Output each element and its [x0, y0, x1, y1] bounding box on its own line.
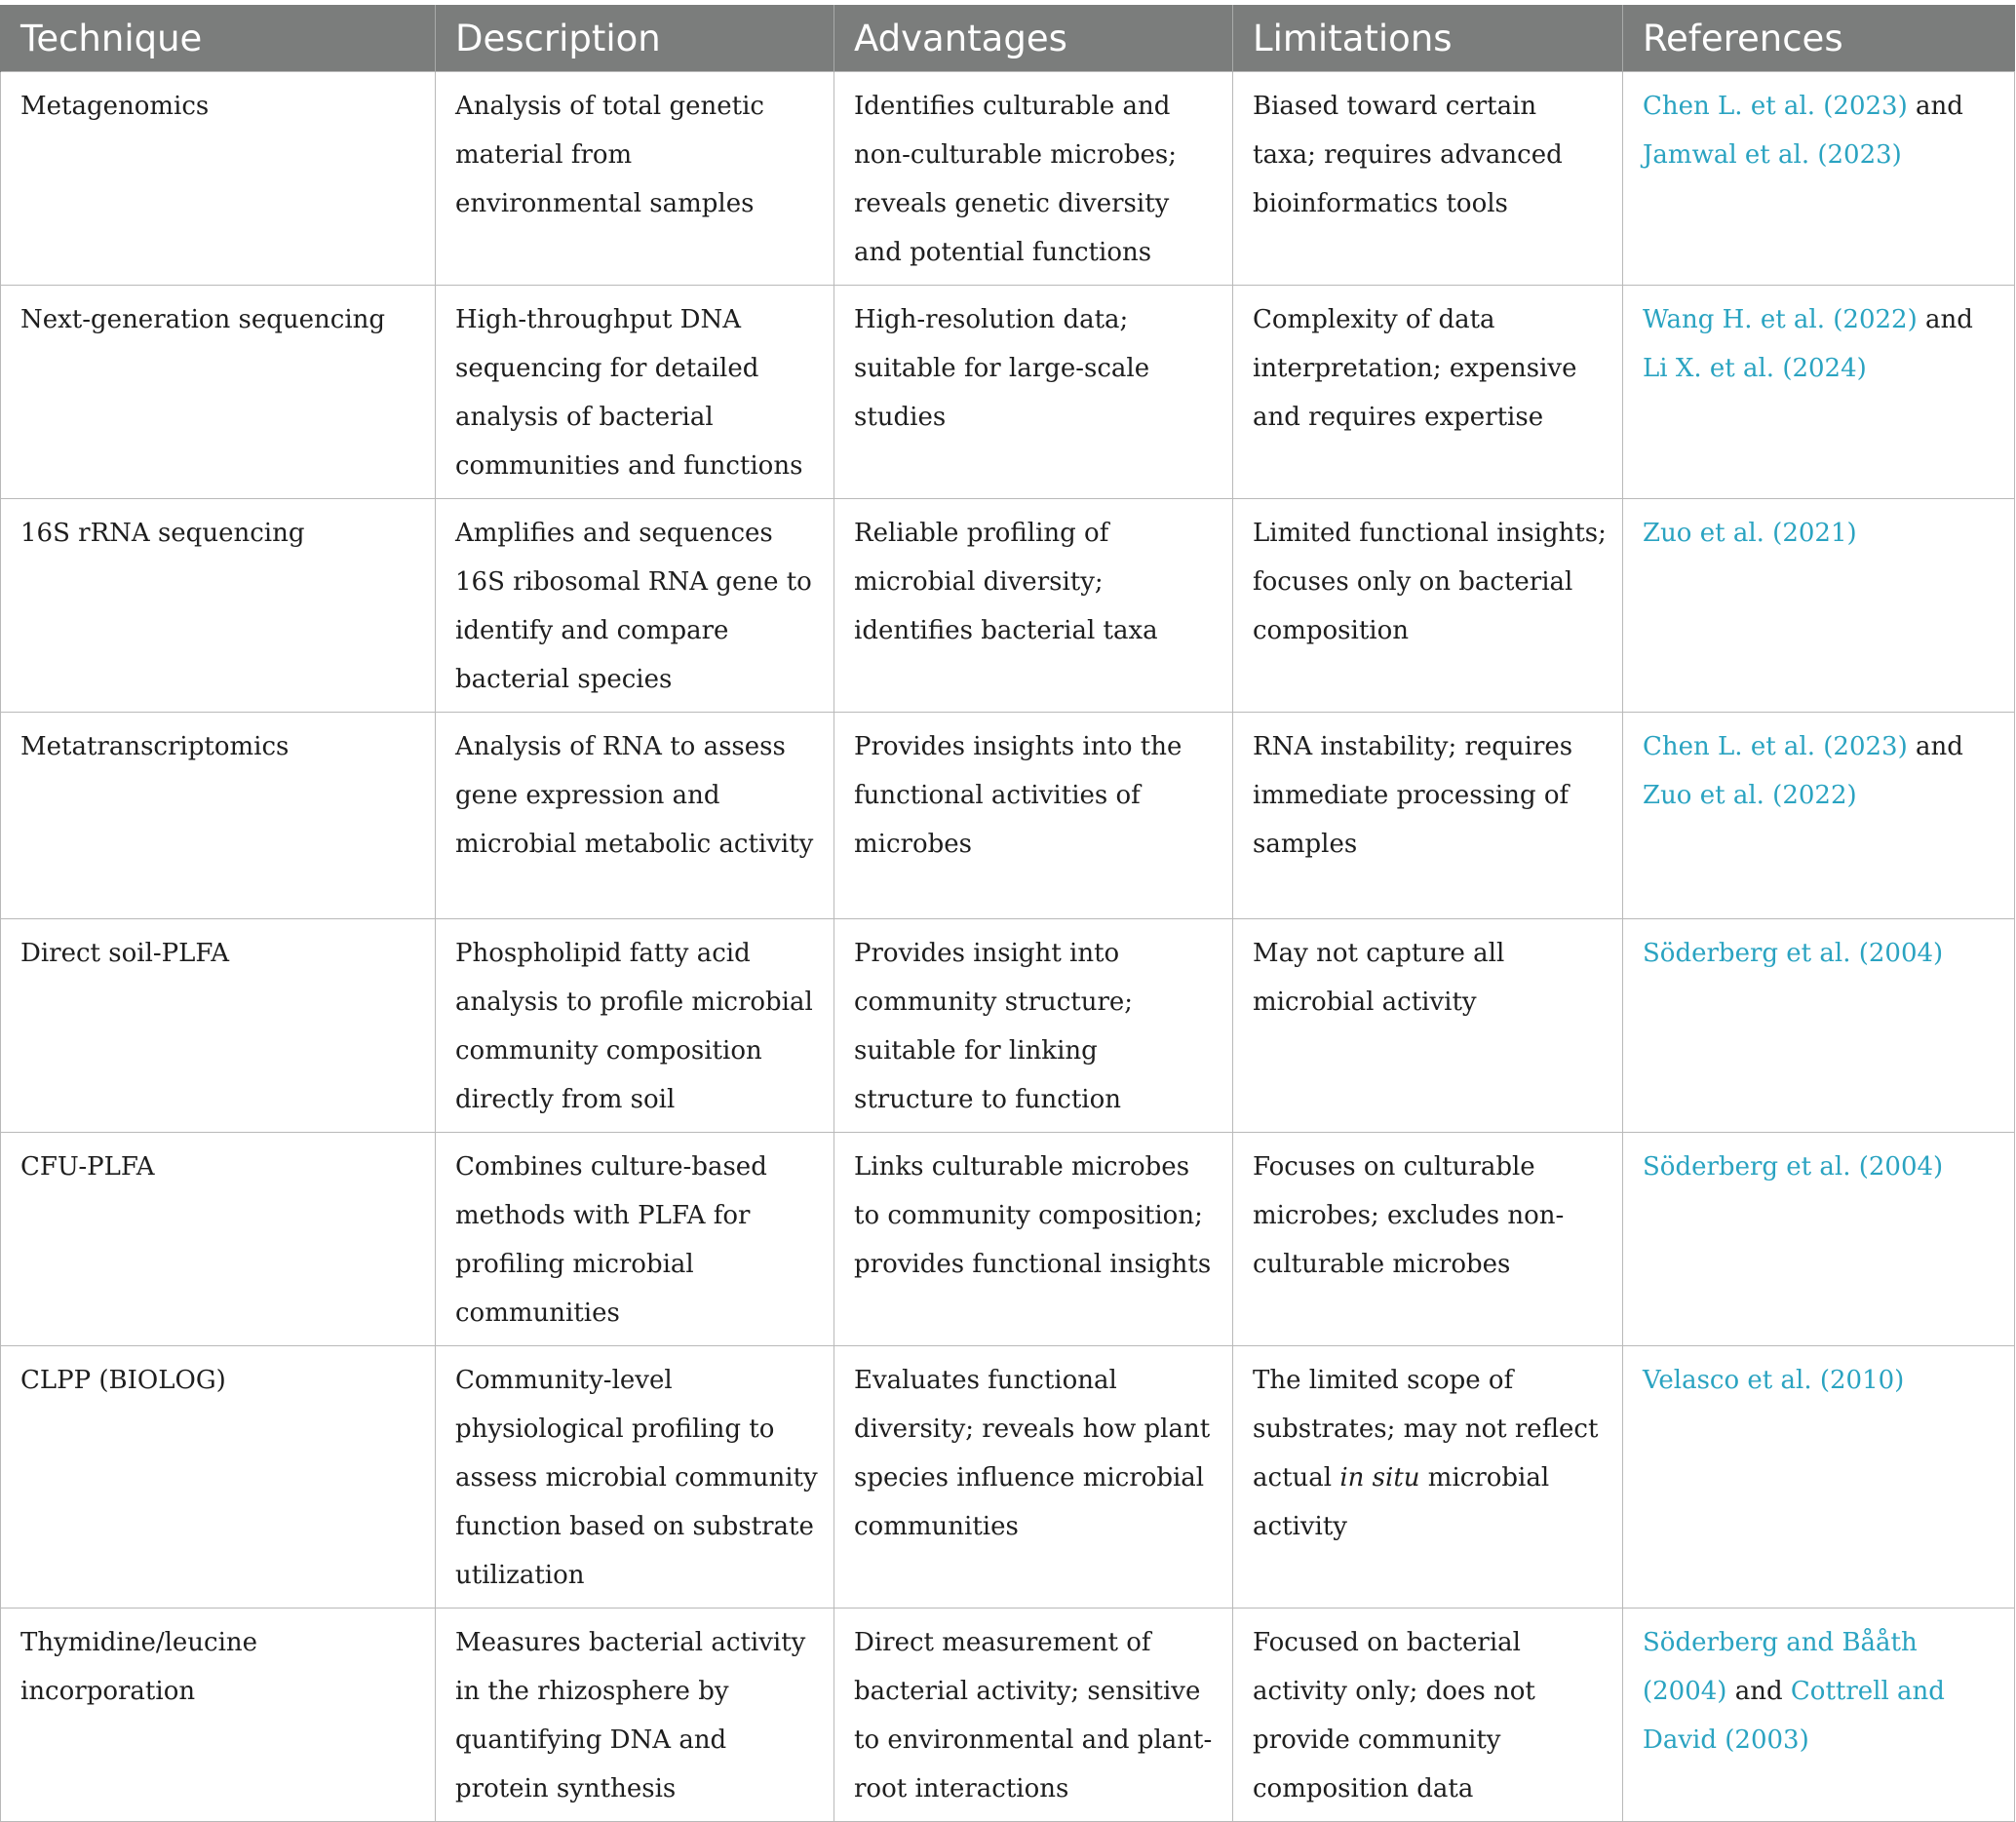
cell-description: Phospholipid fatty acid analysis to profile microbial community composition directly from soil	[436, 919, 834, 1133]
reference-link[interactable]: Jamwal et al. (2023)	[1643, 140, 1902, 170]
cell-description: High-throughput DNA sequencing for detailed analysis of bacterial communities and functions	[436, 286, 834, 499]
cell-advantages: Identifies culturable and non-culturable microbes; reveals genetic diversity and potential functions	[834, 72, 1233, 286]
cell-description: Analysis of total genetic material from environmental samples	[436, 72, 834, 286]
cell-limitations: Biased toward certain taxa; requires advanced bioinformatics tools	[1233, 72, 1623, 286]
cell-limitations	[1233, 1346, 1623, 1609]
cell-technique: Direct soil-PLFA	[1, 919, 436, 1133]
cell-limitations: Limited functional insights; focuses only on bacterial composition	[1233, 499, 1623, 713]
cell-description: Community-level physiological profiling to assess microbial community function based on substrate utilization	[436, 1346, 834, 1609]
cell-advantages: High-resolution data; suitable for large-scale studies	[834, 286, 1233, 499]
reference-link[interactable]: Wang H. et al. (2022)	[1643, 305, 1918, 334]
cell-technique: Next-generation sequencing	[1, 286, 436, 499]
cell-technique: Metagenomics	[1, 72, 436, 286]
reference-link[interactable]: Chen L. et al. (2023)	[1643, 732, 1908, 761]
cell-references	[1623, 499, 2015, 713]
column-header-description: Description	[436, 5, 834, 72]
cell-description: Combines culture-based methods with PLFA for profiling microbial communities	[436, 1133, 834, 1346]
reference-link[interactable]: Söderberg et al. (2004)	[1643, 939, 1944, 968]
table-row	[1, 1346, 2015, 1609]
cell-advantages: Links culturable microbes to community composition; provides functional insights	[834, 1133, 1233, 1346]
cell-limitations: RNA instability; requires immediate processing of samples	[1233, 713, 1623, 919]
cell-references	[1623, 919, 2015, 1133]
table-header-row	[1, 5, 2015, 72]
cell-text: The limited scope of substrates; may not reflect actual	[1253, 1366, 1599, 1492]
italic-text: in situ	[1339, 1463, 1420, 1492]
cell-advantages: Direct measurement of bacterial activity; sensitive to environmental and plant-root interactions	[834, 1609, 1233, 1822]
techniques-table	[0, 5, 2015, 1822]
cell-technique: CLPP (BIOLOG)	[1, 1346, 436, 1609]
table-row	[1, 1133, 2015, 1346]
column-header-technique: Technique	[1, 5, 436, 72]
table-row	[1, 72, 2015, 286]
column-header-limitations: Limitations	[1233, 5, 1623, 72]
cell-limitations: Focuses on culturable microbes; excludes non-culturable microbes	[1233, 1133, 1623, 1346]
column-header-references: References	[1623, 5, 2015, 72]
cell-references	[1623, 1609, 2015, 1822]
column-header-advantages: Advantages	[834, 5, 1233, 72]
reference-link[interactable]: Li X. et al. (2024)	[1643, 354, 1867, 383]
cell-advantages: Provides insight into community structure; suitable for linking structure to function	[834, 919, 1233, 1133]
cell-technique: Thymidine/leucine incorporation	[1, 1609, 436, 1822]
cell-limitations: Focused on bacterial activity only; does not provide community composition data	[1233, 1609, 1623, 1822]
cell-technique: Metatranscriptomics	[1, 713, 436, 919]
reference-link[interactable]: Zuo et al. (2022)	[1643, 781, 1857, 810]
cell-limitations: May not capture all microbial activity	[1233, 919, 1623, 1133]
reference-separator: and	[1907, 732, 1963, 761]
cell-description: Analysis of RNA to assess gene expression and microbial metabolic activity	[436, 713, 834, 919]
cell-references	[1623, 1133, 2015, 1346]
table-row	[1, 919, 2015, 1133]
reference-separator: and	[1726, 1677, 1791, 1706]
cell-advantages: Reliable profiling of microbial diversity; identifies bacterial taxa	[834, 499, 1233, 713]
reference-link[interactable]: Söderberg et al. (2004)	[1643, 1152, 1944, 1182]
reference-separator: and	[1907, 92, 1963, 121]
reference-link[interactable]: Zuo et al. (2021)	[1643, 519, 1857, 548]
cell-technique: CFU-PLFA	[1, 1133, 436, 1346]
cell-description: Amplifies and sequences 16S ribosomal RNA gene to identify and compare bacterial species	[436, 499, 834, 713]
cell-references	[1623, 286, 2015, 499]
reference-link[interactable]: Velasco et al. (2010)	[1643, 1366, 1905, 1395]
reference-link[interactable]: Cottrell and David (2003)	[1643, 1677, 1945, 1755]
cell-references	[1623, 713, 2015, 919]
table-row	[1, 499, 2015, 713]
cell-technique: 16S rRNA sequencing	[1, 499, 436, 713]
table-row	[1, 286, 2015, 499]
cell-advantages: Evaluates functional diversity; reveals how plant species influence microbial communities	[834, 1346, 1233, 1609]
cell-description: Measures bacterial activity in the rhizosphere by quantifying DNA and protein synthesis	[436, 1609, 834, 1822]
cell-references	[1623, 1346, 2015, 1609]
cell-references	[1623, 72, 2015, 286]
reference-link[interactable]: Chen L. et al. (2023)	[1643, 92, 1908, 121]
cell-limitations: Complexity of data interpretation; expensive and requires expertise	[1233, 286, 1623, 499]
cell-text: microbial activity	[1253, 1463, 1550, 1541]
table-row	[1, 713, 2015, 919]
cell-advantages: Provides insights into the functional activities of microbes	[834, 713, 1233, 919]
reference-separator: and	[1917, 305, 1973, 334]
table-row	[1, 1609, 2015, 1822]
reference-link[interactable]: Söderberg and Bååth (2004)	[1643, 1628, 1918, 1706]
